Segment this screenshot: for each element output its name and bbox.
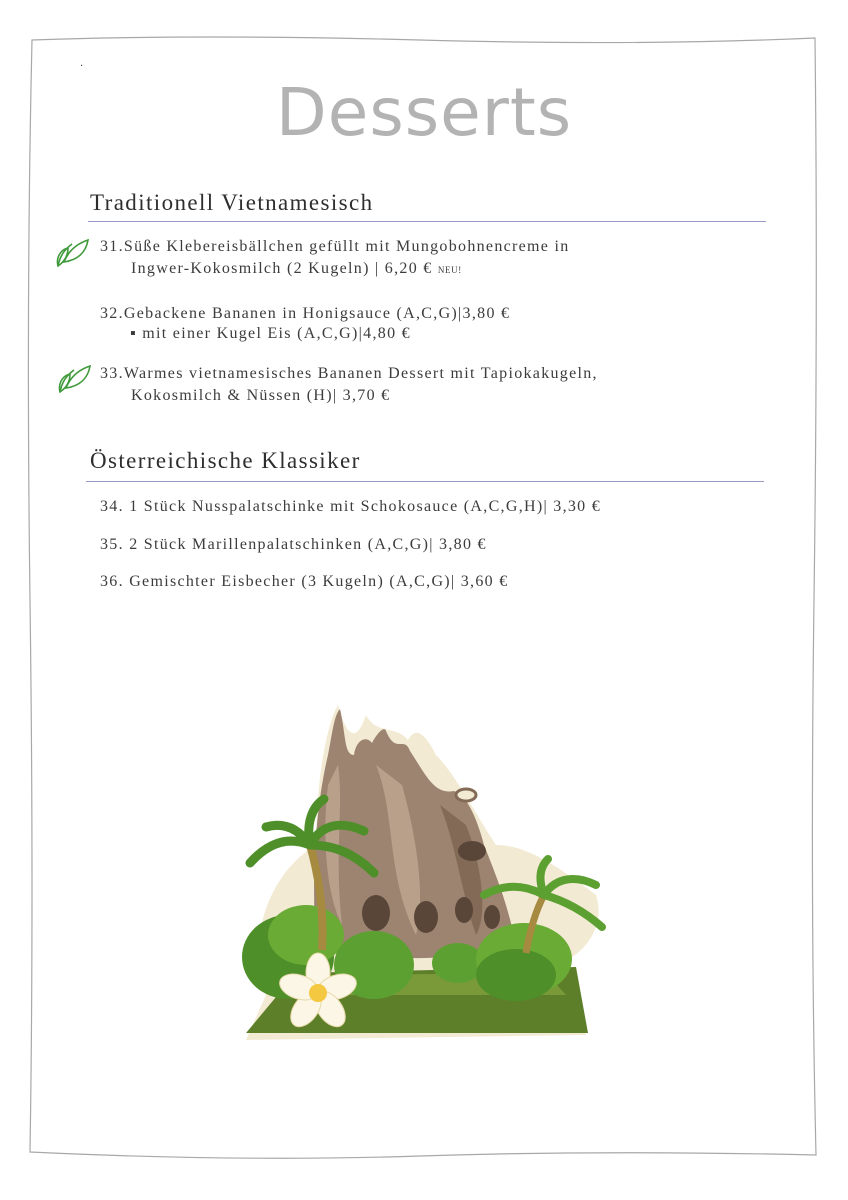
leaf-icon bbox=[56, 362, 92, 396]
menu-item-33-line1: 33.Warmes vietnamesisches Bananen Dessert mit Tapiokakugeln, bbox=[100, 365, 598, 382]
menu-item-36: 36. Gemischter Eisbecher (3 Kugeln) (A,C,G)| 3,60 € bbox=[100, 573, 509, 590]
new-badge: NEU! bbox=[437, 265, 462, 275]
menu-item-31-line1: 31.Süße Klebereisbällchen gefüllt mit Mungobohnencreme in bbox=[100, 238, 570, 255]
menu-item-31-line2: Ingwer-Kokosmilch (2 Kugeln) | 6,20 € bbox=[131, 260, 433, 277]
leaf-icon bbox=[54, 236, 90, 270]
section-heading-vietnamese: Traditionell Vietnamesisch bbox=[90, 190, 374, 215]
tropical-rock-island-illustration bbox=[226, 695, 626, 1055]
stray-dot: . bbox=[80, 58, 84, 69]
menu-item-32 bbox=[100, 303, 510, 325]
menu-item-31 bbox=[100, 236, 570, 281]
menu-item-33-line2: Kokosmilch & Nüssen (H)| 3,70 € bbox=[131, 387, 391, 404]
menu-item-35: 35. 2 Stück Marillenpalatschinken (A,C,G)| 3,80 € bbox=[100, 536, 487, 553]
section-heading-austrian: Österreichische Klassiker bbox=[90, 448, 361, 473]
page-title: Desserts bbox=[275, 74, 573, 151]
section-rule bbox=[86, 481, 764, 482]
menu-item-32-line1: 32.Gebackene Bananen in Honigsauce (A,C,G)|3,80 € bbox=[100, 305, 511, 322]
menu-item-32-option: ▪ mit einer Kugel Eis (A,C,G)|4,80 € bbox=[130, 325, 411, 342]
menu-item-33 bbox=[100, 363, 598, 407]
section-rule bbox=[88, 221, 766, 222]
menu-item-34: 34. 1 Stück Nusspalatschinke mit Schokosauce (A,C,G,H)| 3,30 € bbox=[100, 498, 602, 515]
